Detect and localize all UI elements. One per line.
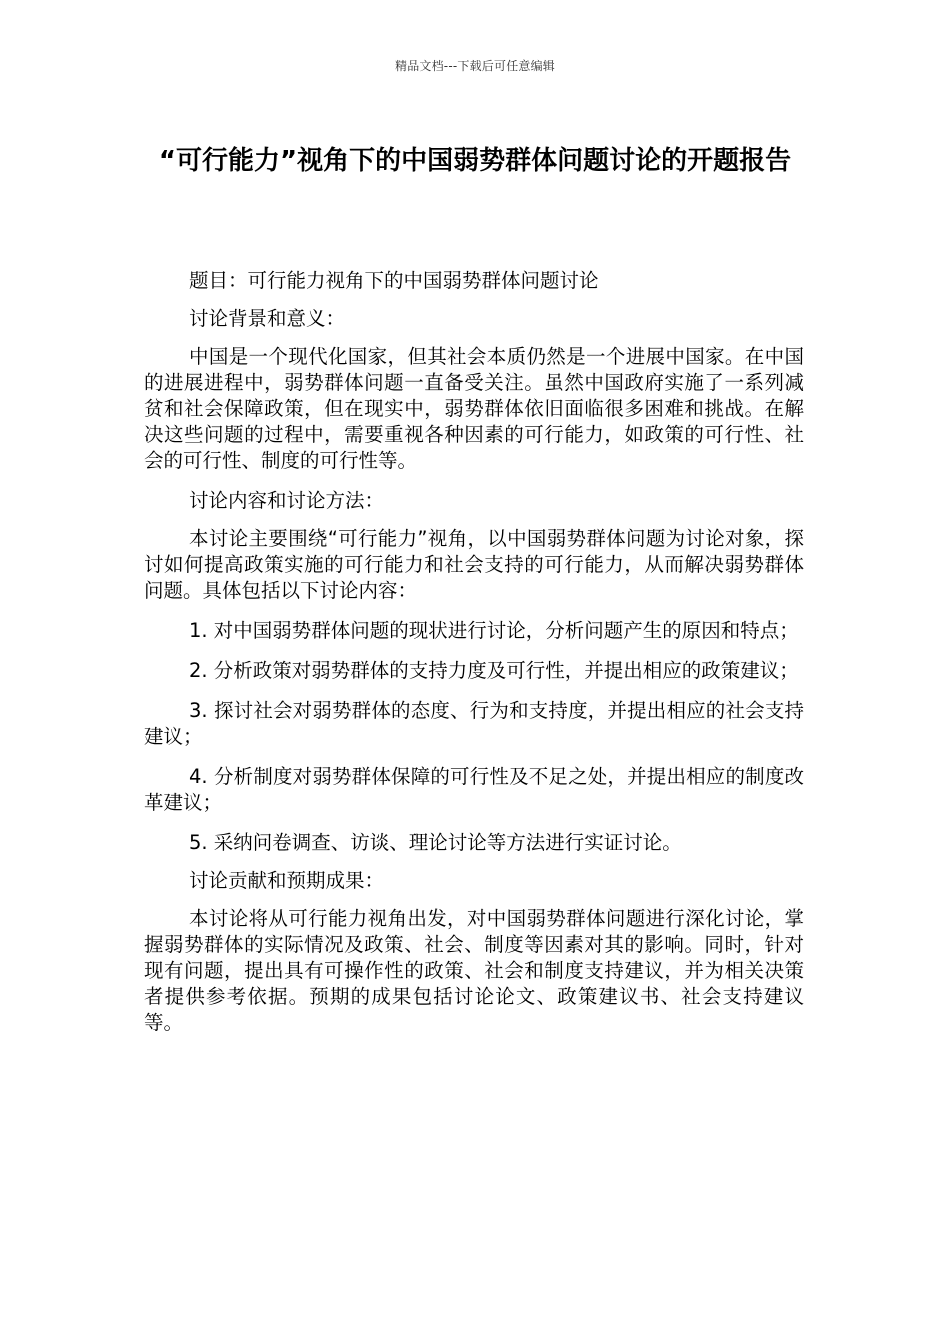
section-heading-contribution: 讨论贡献和预期成果： [189,869,385,892]
contribution-paragraph: 本讨论将从可行能力视角出发，对中国弱势群体问题进行深化讨论，掌握弱势群体的实际情况及政策、社会、制度等因素对其的影响。同时，针对现有问题，提出具有可操作性的政策、社会和制度支持建议，并为相关决策者提供参考依据。预期的成果包括讨论论文、政策建议书、社会支持建议等。 [144,907,804,1034]
list-item-4: 4. 分析制度对弱势群体保障的可行性及不足之处，并提出相应的制度改革建议； [144,765,804,814]
document-body [144,268,804,1048]
page-header: 精品文档---下载后可任意编辑 [395,59,555,73]
list-item-2: 2. 分析政策对弱势群体的支持力度及可行性，并提出相应的政策建议； [189,659,799,682]
document-title: “可行能力”视角下的中国弱势群体问题讨论的开题报告 [158,146,792,176]
list-item-5: 5. 采纳问卷调查、访谈、理论讨论等方法进行实证讨论。 [189,831,682,854]
content-paragraph: 本讨论主要围绕“可行能力”视角，以中国弱势群体问题为讨论对象，探讨如何提高政策实施的可行能力和社会支持的可行能力，从而解决弱势群体问题。具体包括以下讨论内容： [144,527,804,602]
topic-line: 题目：可行能力视角下的中国弱势群体问题讨论 [189,269,599,292]
background-paragraph: 中国是一个现代化国家，但其社会本质仍然是一个进展中国家。在中国的进展进程中，弱势群体问题一直备受关注。虽然中国政府实施了一系列减贫和社会保障政策，但在现实中，弱势群体依旧面临很多困难和挑战。在解决这些问题的过程中，需要重视各种因素的可行能力，如政策的可行性、社会的可行性、制度的可行性等。 [144,345,804,472]
list-item-1: 1. 对中国弱势群体问题的现状进行讨论，分析问题产生的原因和特点； [189,619,799,642]
list-item-3: 3. 探讨社会对弱势群体的态度、行为和支持度，并提出相应的社会支持建议； [144,699,804,748]
section-heading-background: 讨论背景和意义： [189,307,346,330]
section-heading-content-method: 讨论内容和讨论方法： [189,489,385,512]
